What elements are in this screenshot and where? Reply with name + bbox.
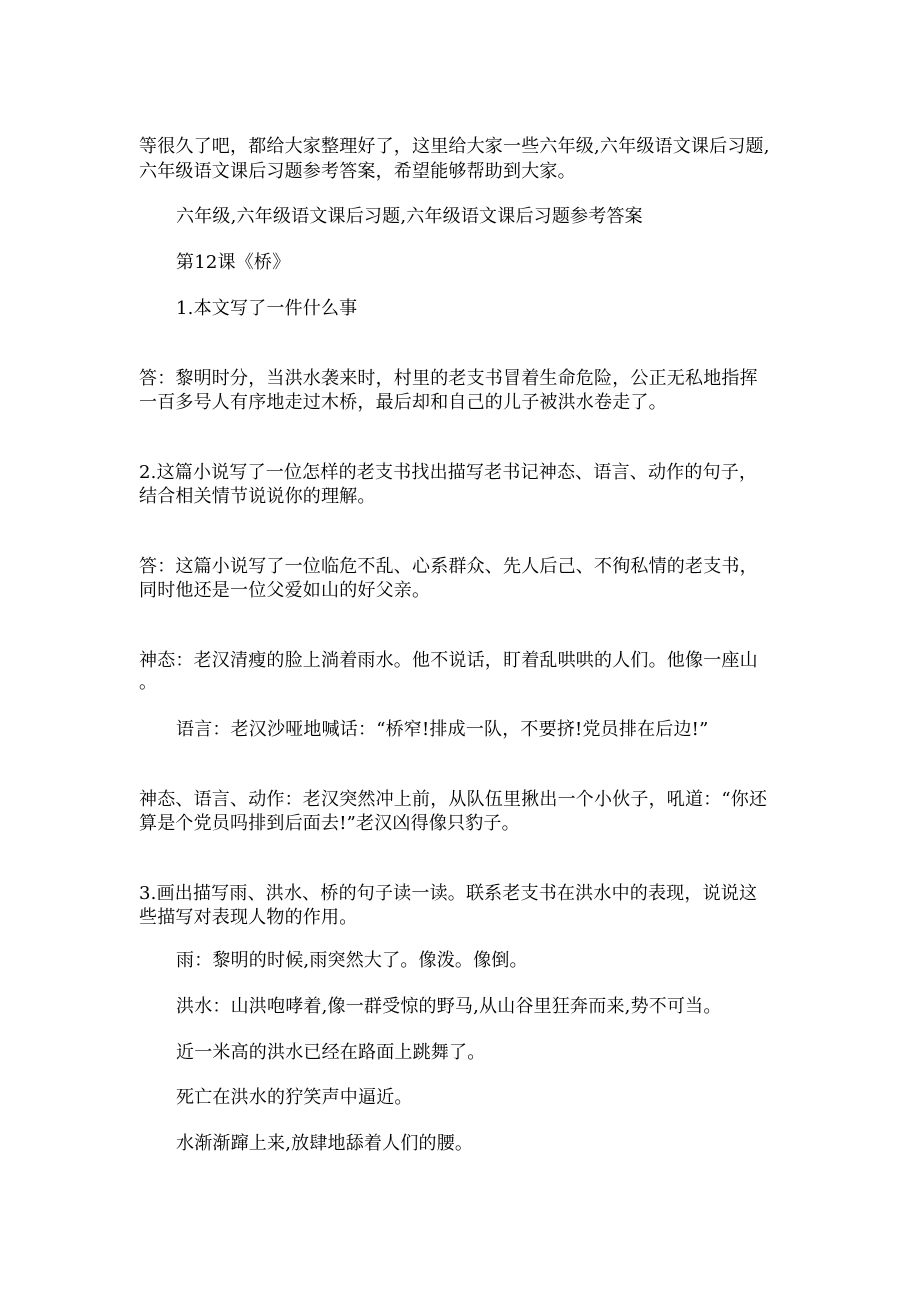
question-2-line-1: 2.这篇小说写了一位怎样的老支书找出描写老书记神态、语言、动作的句子， — [139, 462, 758, 483]
answer-2-line-1: 答：这篇小说写了一位临危不乱、心系群众、先人后己、不徇私情的老支书， — [139, 556, 758, 577]
flood-description: 洪水：山洪咆哮着,像一群受惊的野马,从山谷里狂奔而来,势不可当。 — [176, 996, 722, 1017]
answer-1-line-2: 一百多号人有序地走过木桥，最后却和自己的儿子被洪水卷走了。 — [139, 392, 667, 413]
intro-line-2: 六年级语文课后习题参考答案，希望能够帮助到大家。 — [139, 161, 576, 182]
question-1: 1.本文写了一件什么事 — [176, 298, 358, 319]
speech-quote: 语言：老汉沙哑地喊话：“桥窄!排成一队，不要挤!党员排在后边!” — [176, 719, 709, 740]
lesson-title: 第12课《桥》 — [176, 252, 291, 273]
combined-line-1: 神态、语言、动作：老汉突然冲上前，从队伍里揪出一个小伙子，吼道：“你还 — [139, 789, 768, 810]
question-3-line-2: 些描写对表现人物的作用。 — [139, 907, 358, 928]
combined-line-2: 算是个党员吗排到后面去!”老汉凶得像只豹子。 — [139, 813, 520, 834]
answer-1-line-1: 答：黎明时分，当洪水袭来时，村里的老支书冒着生命危险，公正无私地指挥 — [139, 368, 758, 389]
question-3-line-1: 3.画出描写雨、洪水、桥的句子读一读。联系老支书在洪水中的表现，说说这 — [139, 883, 758, 904]
flood-description-2: 近一米高的洪水已经在路面上跳舞了。 — [176, 1042, 486, 1063]
demeanor-line-2: 。 — [139, 672, 158, 693]
rain-description: 雨：黎明的时候,雨突然大了。像泼。像倒。 — [176, 950, 528, 971]
water-description: 水渐渐蹿上来,放肆地舔着人们的腰。 — [176, 1133, 474, 1154]
answer-2-line-2: 同时他还是一位父爱如山的好父亲。 — [139, 580, 431, 601]
intro-line-1: 等很久了吧，都给大家整理好了，这里给大家一些六年级,六年级语文课后习题, — [139, 136, 770, 157]
heading: 六年级,六年级语文课后习题,六年级语文课后习题参考答案 — [176, 206, 643, 227]
demeanor-line-1: 神态：老汉清瘦的脸上淌着雨水。他不说话，盯着乱哄哄的人们。他像一座山 — [139, 650, 758, 671]
death-description: 死亡在洪水的狞笑声中逼近。 — [176, 1087, 413, 1108]
question-2-line-2: 结合相关情节说说你的理解。 — [139, 486, 376, 507]
